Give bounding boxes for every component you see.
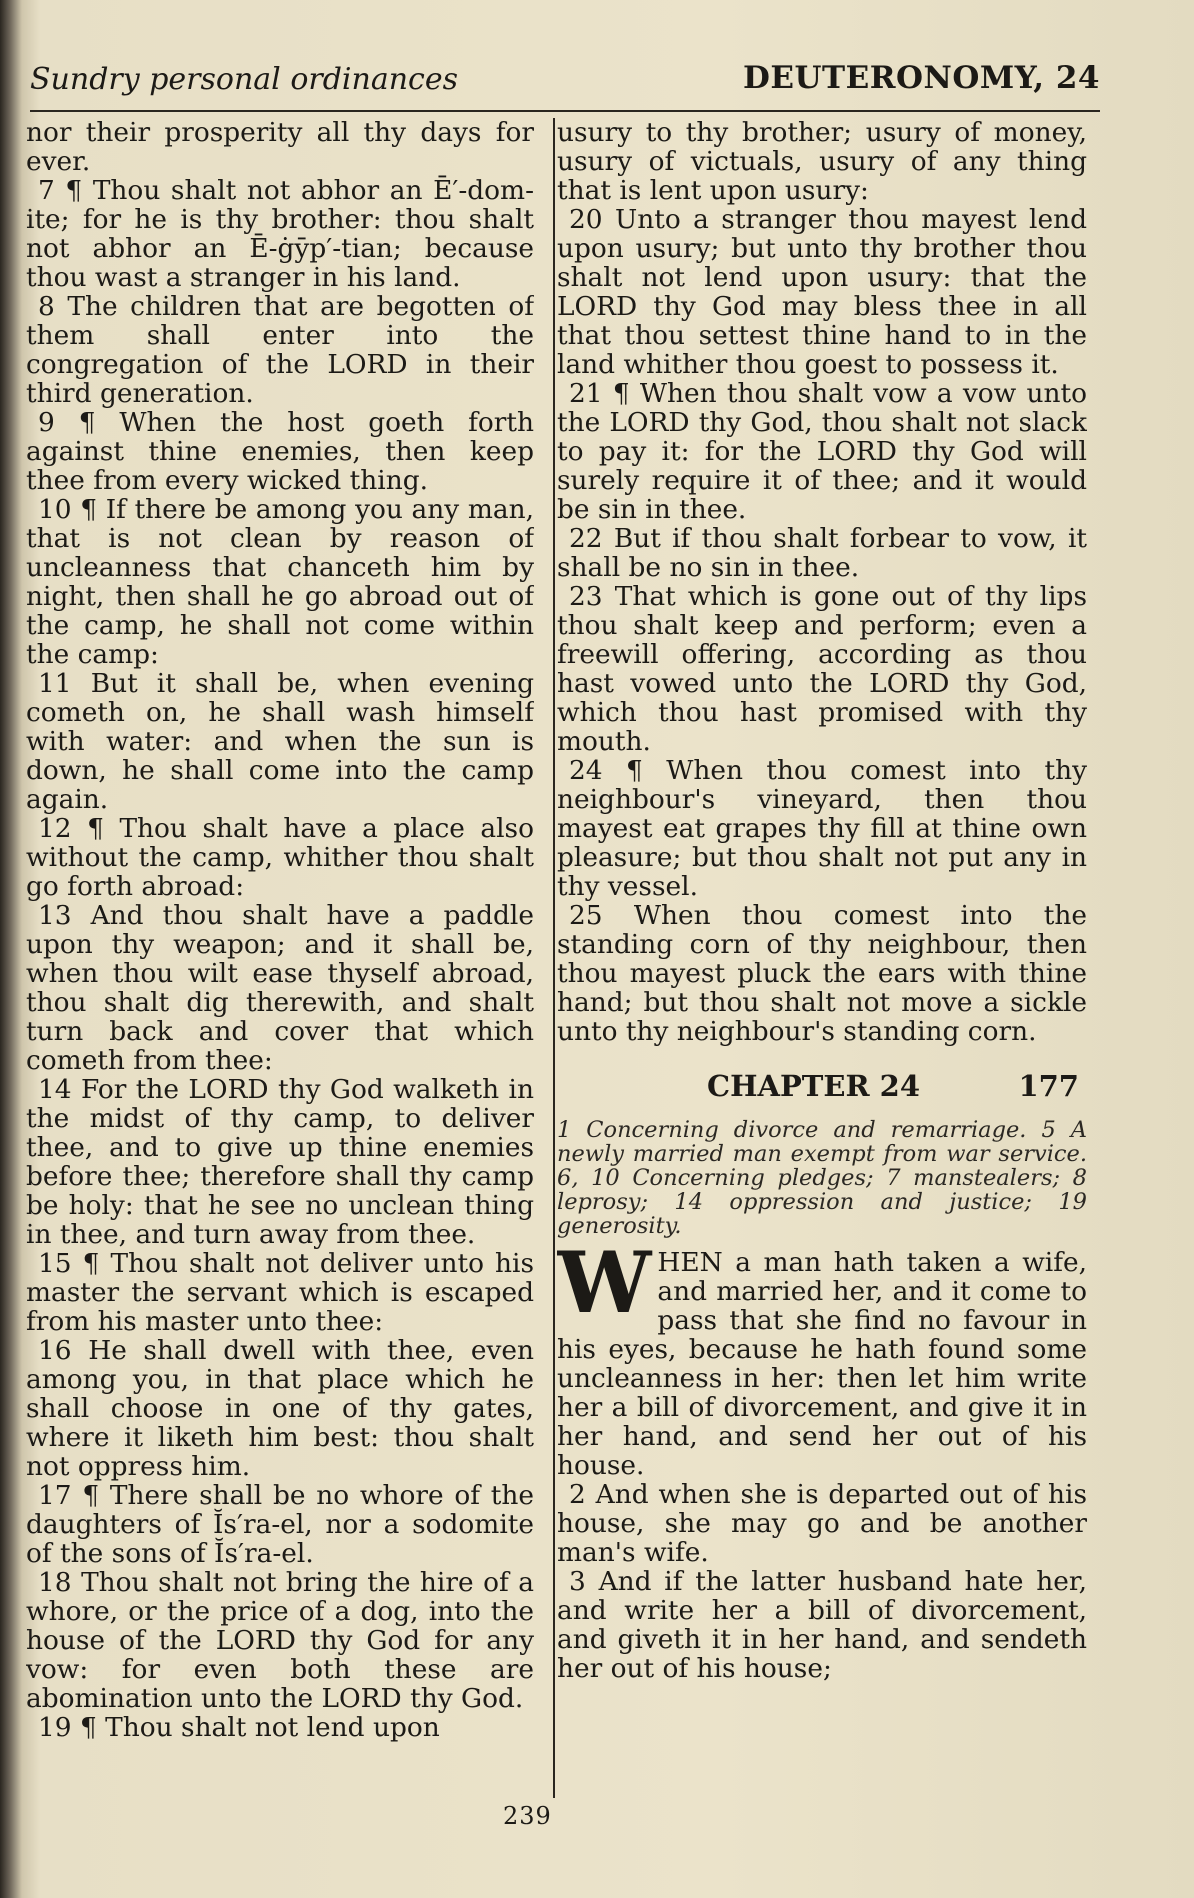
first-verse-text: HEN a man hath taken a wife, and married her, and it come to pass that she find no favour in his eyes, because he hath found some uncleanness in her: then let him write her a bill of divorcement, and give it in her hand, and send her out of his house. — [557, 1247, 1087, 1481]
chapter-heading — [557, 1060, 1087, 1112]
verse: 17 ¶ There shall be no whore of the daughters of Ĭs′ra-el, nor a sodomite of the sons of Ĭs′ra-el. — [26, 1480, 534, 1569]
chapter-number: 177 — [1018, 1069, 1079, 1103]
section-title: Sundry personal ordinances — [30, 62, 458, 97]
verse: 23 That which is gone out of thy lips thou shalt keep and perform; even a freewill offering, according as thou hast vowed unto the LORD thy God, which thou hast promised with thy mouth. — [557, 581, 1087, 757]
verse: 8 The children that are begotten of them shall enter into the congregation of the LORD in their third generation. — [26, 291, 534, 409]
verse: 2 And when she is departed out of his house, she may go and be another man's wife. — [557, 1479, 1087, 1568]
chapter-summary: 1 Concerning divorce and remarriage. 5 A newly married man exempt from war service. 6, 10 Concerning pledges; 7 manstealers; 8 leprosy; 14 oppression and justice; 19 generosity. — [557, 1117, 1087, 1239]
running-header — [30, 58, 1100, 106]
verse: 9 ¶ When the host goeth forth against thine enemies, then keep thee from every wicked thing. — [26, 407, 534, 496]
verse: 18 Thou shalt not bring the hire of a whore, or the price of a dog, into the house of the LORD thy God for any vow: for even both these are abomination unto the LORD thy God. — [26, 1567, 534, 1714]
verse: 21 ¶ When thou shalt vow a vow unto the LORD thy God, thou shalt not slack to pay it: for the LORD thy God will surely require it of thee; and it would be sin in thee. — [557, 378, 1087, 525]
verse: 3 And if the latter husband hate her, and write her a bill of divorcement, and giveth it in her hand, and sendeth her out of his house; — [557, 1566, 1087, 1683]
left-column — [26, 118, 534, 1742]
chapter-title: CHAPTER 24 — [707, 1069, 921, 1103]
verse: 20 Unto a stranger thou mayest lend upon usury; but unto thy brother thou shalt not lend upon usury: that the LORD thy God may bless thee in all that thou settest thine hand to in the land whither thou goest to possess it. — [557, 204, 1087, 380]
page-number: 239 — [503, 1802, 552, 1830]
verse: 10 ¶ If there be among you any man, that is not clean by reason of uncleanness that chanceth him by night, then shall he go abroad out of the camp, he shall not come within the camp: — [26, 494, 534, 670]
book-chapter-title: DEUTERONOMY, 24 — [742, 60, 1100, 96]
verse: 15 ¶ Thou shalt not deliver unto his master the servant which is escaped from his master unto thee: — [26, 1248, 534, 1337]
verse: 19 ¶ Thou shalt not lend upon — [38, 1712, 440, 1742]
column-divider — [553, 118, 555, 1798]
verse: usury to thy brother; usury of money, usury of victuals, usury of any thing that is lent upon usury: — [557, 118, 1087, 206]
verse: nor their prosperity all thy days for ever. — [26, 118, 534, 177]
verse: 16 He shall dwell with thee, even among you, in that place which he shall choose in one of thy gates, where it liketh him best: thou shalt not oppress him. — [26, 1335, 534, 1482]
right-column — [557, 118, 1087, 1683]
verse: 7 ¶ Thou shalt not abhor an Ē′-dom-ite; for he is thy brother: thou shalt not abhor an Ē-ġȳp′-tian; because thou wast a stranger in his land. — [26, 175, 534, 293]
verse: 12 ¶ Thou shalt have a place also without the camp, whither thou shalt go forth abroad: — [26, 813, 534, 902]
verse: 22 But if thou shalt forbear to vow, it shall be no sin in thee. — [557, 523, 1087, 583]
drop-cap: W — [557, 1233, 652, 1332]
verse: 25 When thou comest into the standing corn of thy neighbour, then thou mayest pluck the ears with thine hand; but thou shalt not move a sickle unto thy neighbour's standing corn. — [557, 900, 1087, 1047]
header-rule — [30, 110, 1100, 112]
first-verse — [557, 1233, 1087, 1481]
verse: 13 And thou shalt have a paddle upon thy weapon; and it shall be, when thou wilt ease thyself abroad, thou shalt dig therewith, and shalt turn back and cover that which cometh from thee: — [26, 900, 534, 1076]
verse: 14 For the LORD thy God walketh in the midst of thy camp, to deliver thee, and to give up thine enemies before thee; therefore shall thy camp be holy: that he see no unclean thing in thee, and turn away from thee. — [26, 1074, 534, 1250]
verse: 24 ¶ When thou comest into thy neighbour's vineyard, then thou mayest eat grapes thy fill at thine own pleasure; but thou shalt not put any in thy vessel. — [557, 755, 1087, 902]
verse: 11 But it shall be, when evening cometh on, he shall wash himself with water: and when the sun is down, he shall come into the camp again. — [26, 668, 534, 815]
